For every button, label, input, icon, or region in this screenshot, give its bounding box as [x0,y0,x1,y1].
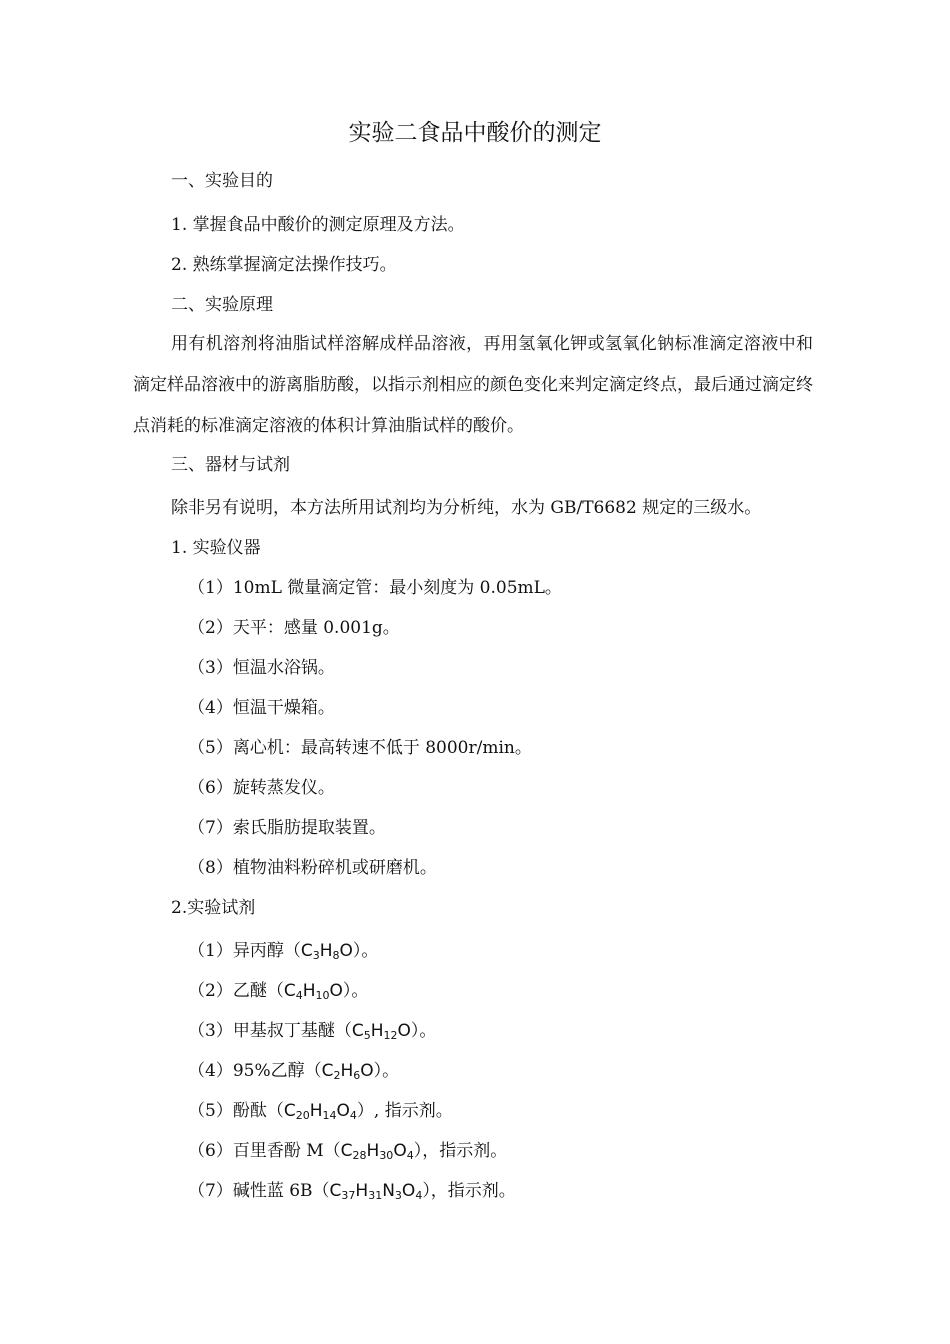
instrument-item: （5）离心机：最高转速不低于 8000r/min。 [188,738,532,758]
instrument-item: （4）恒温干燥箱。 [188,698,335,718]
chemical-formula: $C_{28}H_{30}O_4$ [340,1141,414,1162]
reagent-item [188,1180,516,1202]
instrument-item: （6）旋转蒸发仪。 [188,778,335,798]
instrument-item: （3）恒温水浴锅。 [188,658,335,678]
chemical-formula: $C_{20}H_{14}O_4$ [283,1101,357,1122]
chemical-formula: $C_{37}H_{31}N_3O_4$ [329,1181,423,1202]
reagent-name: （5）酚酞（ [188,1101,284,1121]
chemical-formula: $C_5H_{12}O$ [351,1021,411,1042]
section-heading-materials: 三、器材与试剂 [171,455,290,475]
reagent-name: （7）碱性蓝 6B（ [188,1181,330,1201]
reagent-note: ），指示剂。 [413,1141,508,1161]
reagent-note: ）。 [342,981,369,1001]
principle-paragraph: 用有机溶剂将油脂试样溶解成样品溶液，再用氢氧化钾或氢氧化钠标准滴定溶液中和滴定样品溶液中的游离脂肪酸，以指示剂相应的颜色变化来判定滴定终点，最后通过滴定终点消耗的标准滴定溶液的体积计算油脂试样的酸价。 [133,334,813,436]
instrument-item: （7）索氏脂肪提取装置。 [188,818,386,838]
reagent-name: （1）异丙醇（ [188,941,301,961]
reagent-name: （4）95%乙醇（ [188,1061,322,1081]
instrument-item: （1）10mL 微量滴定管：最小刻度为 0.05mL。 [188,578,562,598]
materials-intro: 除非另有说明，本方法所用试剂均为分析纯，水为 GB/T6682 规定的三级水。 [171,498,762,518]
section-heading-purpose: 一、实验目的 [171,171,273,191]
reagent-item [188,1060,399,1082]
reagent-item [188,980,368,1002]
purpose-item: 1. 掌握食品中酸价的测定原理及方法。 [171,215,465,235]
reagent-item [188,1100,453,1122]
purpose-item: 2. 熟练掌握滴定法操作技巧。 [171,255,397,275]
reagent-name: （3）甲基叔丁基醚（ [188,1021,352,1041]
reagent-note: ）。 [352,941,379,961]
reagent-name: （6）百里香酚 M（ [188,1141,341,1161]
reagent-note: ），指示剂。 [422,1181,516,1201]
chemical-formula: $C_4H_{10}O$ [283,981,343,1002]
document-title: 实验二食品中酸价的测定 [348,120,602,146]
reagents-heading: 2.实验试剂 [171,898,256,918]
reagent-name: （2）乙醚（ [188,981,284,1001]
instrument-item: （2）天平：感量 0.001g。 [188,618,400,638]
reagent-item [188,1140,507,1162]
reagent-note: ）, 指示剂。 [356,1101,453,1121]
section-heading-principle: 二、实验原理 [171,295,273,315]
chemical-formula: $C_3H_8O$ [300,941,353,962]
instruments-heading: 1. 实验仪器 [171,538,261,558]
reagent-note: ）。 [373,1061,400,1081]
chemical-formula: $C_2H_6O$ [321,1061,374,1082]
reagent-item [188,940,378,962]
reagent-note: ）。 [410,1021,437,1041]
instrument-item: （8）植物油料粉碎机或研磨机。 [188,858,437,878]
reagent-item [188,1020,436,1042]
